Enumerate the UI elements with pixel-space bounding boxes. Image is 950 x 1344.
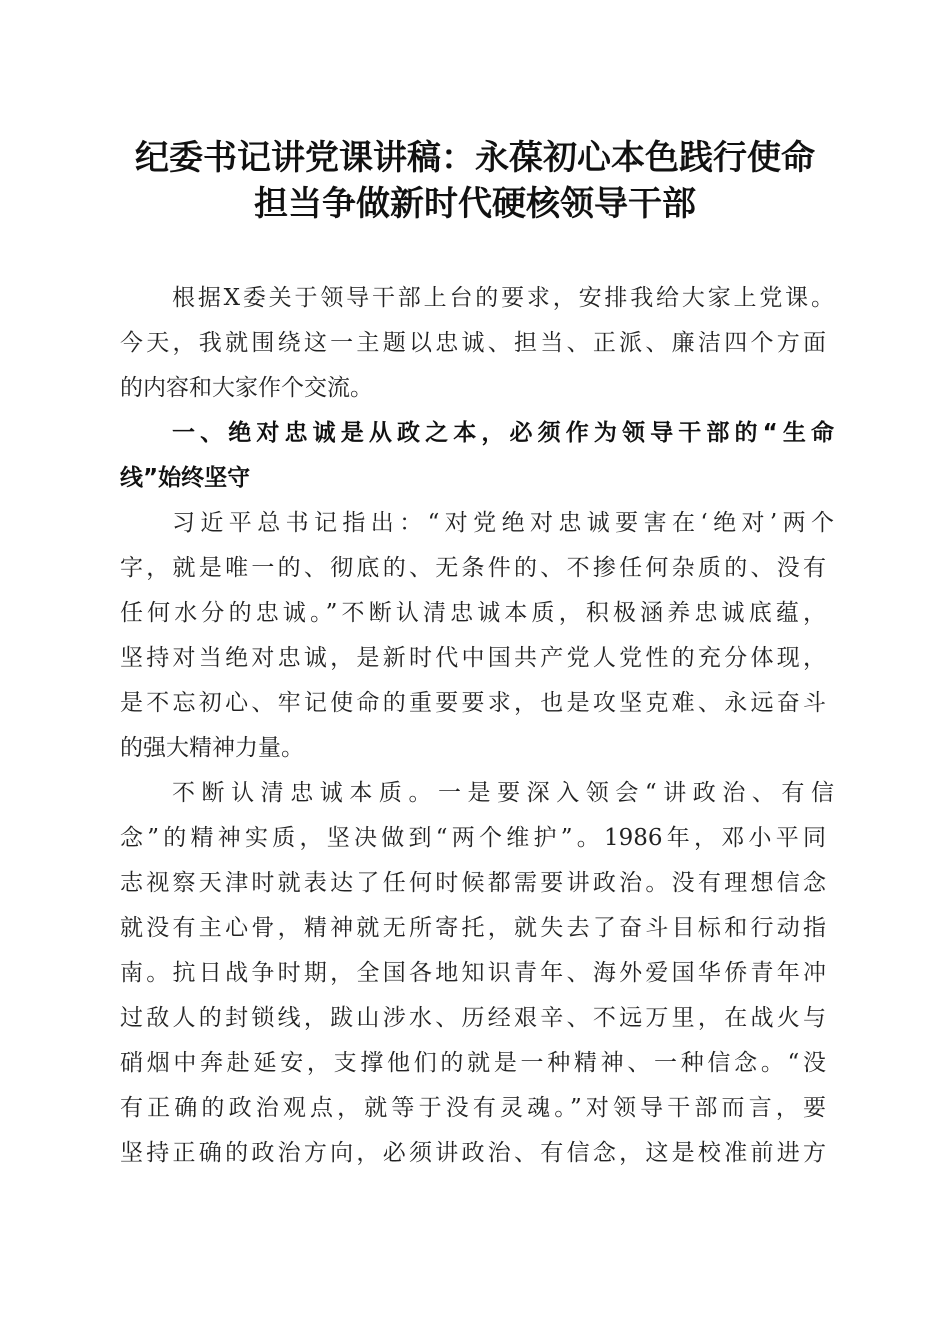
paragraph-line: 任何水分的忠诚。”不断认清忠诚本质，积极涵养忠诚底蕴， — [120, 600, 826, 626]
section-heading-line: 线”始终坚守 — [120, 465, 251, 491]
paragraph-line: 今天，我就围绕这一主题以忠诚、担当、正派、廉洁四个方面 — [120, 330, 826, 356]
paragraph-line: 的强大精神力量。 — [120, 735, 304, 761]
paragraph-line: 坚持正确的政治方向，必须讲政治、有信念，这是校准前进方 — [120, 1140, 826, 1166]
paragraph-line: 念”的精神实质，坚决做到“两个维护”。1986年，邓小平同 — [120, 825, 826, 851]
paragraph-line: 习近平总书记指出：“对党绝对忠诚要害在‘绝对’两个 — [172, 510, 834, 536]
paragraph-line: 有正确的政治观点，就等于没有灵魂。”对领导干部而言，要 — [120, 1095, 826, 1121]
paragraph-line: 根据X委关于领导干部上台的要求，安排我给大家上党课。 — [172, 285, 834, 311]
paragraph-line: 是不忘初心、牢记使命的重要要求，也是攻坚克难、永远奋斗 — [120, 690, 826, 716]
paragraph-line: 不断认清忠诚本质。一是要深入领会“讲政治、有信 — [172, 780, 834, 806]
paragraph-line: 志视察天津时就表达了任何时候都需要讲政治。没有理想信念 — [120, 870, 826, 896]
paragraph-line: 就没有主心骨，精神就无所寄托，就失去了奋斗目标和行动指 — [120, 915, 826, 941]
document-title-line-1: 纪委书记讲党课讲稿：永葆初心本色践行使命 — [135, 138, 815, 178]
paragraph-line: 坚持对当绝对忠诚，是新时代中国共产党人党性的充分体现， — [120, 645, 826, 671]
paragraph-line: 字，就是唯一的、彻底的、无条件的、不掺任何杂质的、没有 — [120, 555, 826, 581]
paragraph-line: 硝烟中奔赴延安，支撑他们的就是一种精神、一种信念。“没 — [120, 1050, 826, 1076]
paragraph-line: 南。抗日战争时期，全国各地知识青年、海外爱国华侨青年冲 — [120, 960, 826, 986]
section-heading-line: 一、绝对忠诚是从政之本，必须作为领导干部的“生命 — [172, 420, 834, 446]
paragraph-line: 过敌人的封锁线，跋山涉水、历经艰辛、不远万里，在战火与 — [120, 1005, 826, 1031]
document-title-line-2: 担当争做新时代硬核领导干部 — [254, 184, 696, 224]
paragraph-line: 的内容和大家作个交流。 — [120, 375, 373, 401]
